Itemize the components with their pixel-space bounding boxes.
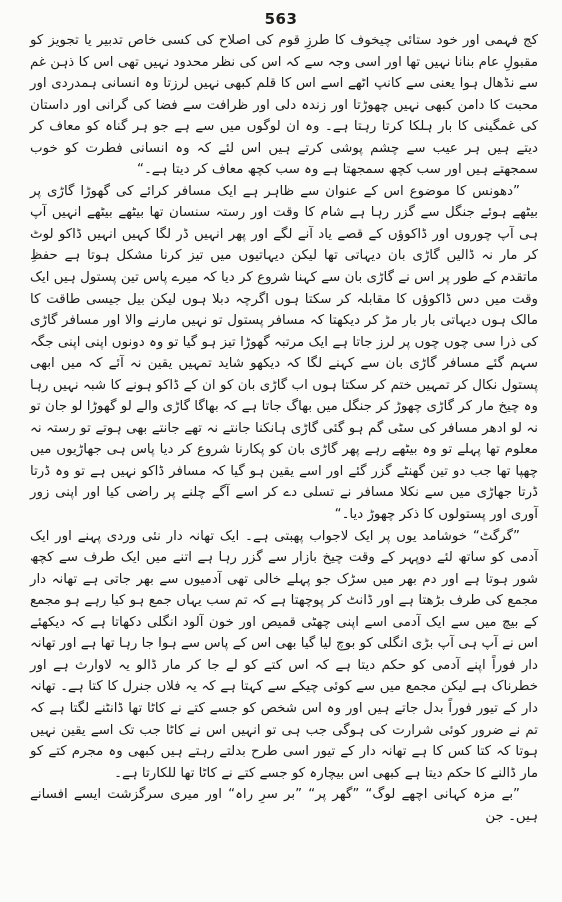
paragraph-girgit-summary: ”گرگٹ“ خوشامد یوں پر ایک لاجواب پھبتی ہے۔ ایک تھانہ دار نئی وردی پہنے اور ایک آدمی کو ساتھ لئے دوپہر کے وقت چیخ بازار سے گزر رہا ہے اتنے میں ایک طرف سے کچھ شور ہوتا ہے اور دم بھر میں سڑک جو پہلے خالی تھی آدمیوں سے بھر جاتی ہے تھانہ دار مجمع کی طرف بڑھتا ہے اور ڈانٹ کر پوچھتا ہے کہ تم سب یہاں جمع ہو کیا رہے ہو مجمع کے بیچ میں سے ایک آدمی اسے اپنی چھٹی قمیص اور خون آلود انگلی دکھاتا ہے کہ دیکھئے اس نے آپ ہی آپ بڑی انگلی کو بوچ لیا گیا بھی اس کے پاس سے ہوا جا رہا تھا ہے اور تھانہ دار فوراً اپنے آدمی کو حکم دیتا ہے کہ اس کتے کو لے جا کر مار ڈالو یہ لاوارث ہے اور خطرناک ہے لیکن مجمع میں سے کوئی چیکے سے کہتا ہے کہ یہ فلاں جنرل کا کتا ہے۔ تھانہ دار کے تیور فوراً بدل جاتے ہیں اور وہ اس شخص کو جسے کتے نے کاٹا تھا ڈانٹنے لگتا ہے کہ تم نے ضرور کوئی شرارت کی ہوگی جب ہی تو انہیں اس نے کاٹا جب تک اسے یقین نہیں ہوتا کہ کتا کس کا ہے تھانہ دار کے تیور اسی طرح بدلتے رہتے ہیں کبھی وہ مجرم کتے کو مار ڈالنے کا حکم دیتا ہے کبھی اس بیچارہ کو جسے کتے نے کاٹا تھا للکارتا ہے۔ [30,528,538,781]
paragraph-story-titles: ”بے مزہ کہانی اچھے لوگ“ ”گھر پر“ ”بر سرِ راہ“ اور میری سرگزشت ایسے افسانے ہیں۔ جن [30,787,538,824]
page-number: 563 [264,10,298,28]
paragraph-dhoons-summary: ”دھونس کا موضوع اس کے عنوان سے ظاہر ہے ایک مسافر کرائے کی گھوڑا گاڑی پر بیٹھے ہوئے جنگل سے گزر رہا ہے شام کا وقت اور رستہ سنسان تھا بیٹھے بیٹھے انہیں آپ ہی آپ چوروں اور ڈاکوؤں کے قصے یاد آنے لگے اور پھر انہیں ڈر لگا کہیں انہیں ڈاکو لوٹ کر مار نہ ڈالیں گاڑی بان دیہاتی تھا لیکن دیہاتیوں میں تیز کرنا مشکل ہوتا ہے حفظِ ماتقدم کے طور پر اس نے گاڑی بان سے کہنا شروع کر دیا کہ میرے پاس تین پستول ہیں ایک وقت میں دس ڈاکوؤں کا مقابلہ کر سکتا ہوں اگرچہ دبلا ہوں لیکن بیل جیسی طاقت کا مالک ہوں دیہاتی بار بار مڑ کر دیکھتا کہ مسافر پستول تو نہیں مارنے والا اور مسافر گاڑی کی ذرا سی چوں چوں پر لرز جاتا ہے ایک مرتبہ گھوڑا تیز ہو گیا تو وہ دونوں اپنی اپنی جگہ سہم گئے مسافر گاڑی بان سے کہنے لگا کہ دیکھو شاید تمہیں یقین نہ آئے کہ میں ابھی پستول نکال کر تمہیں ختم کر سکتا ہوں اب گاڑی بان کو ان کے ڈاکو ہونے کا شبہ نہیں رہا وہ چیخ مار کر گاڑی چھوڑ کر جنگل میں بھاگ جاتا ہے کہ بھاگا گاڑی والے لو گھوڑا لو جان تو نہ لو ادھر مسافر کی سٹی گم ہو گئی گاڑی ہانکنا جانتے نہ تھے جانتے بھی ہوتے تو رستہ نہ معلوم تھا پہلے تو وہ بیٹھے رہے پھر گاڑی بان کو پکارنا شروع کر دیا پاس ہی جھاڑیوں میں چھپا تھا جب دو تین گھنٹے گزر گئے اور اسے یقین ہو گیا کہ مسافر ڈاکو نہیں ہے تو وہ ڈرتا ڈرتا جھاڑی میں سے نکلا مسافر نے تسلی دے کر اسے آگے چلنے پر راضی کیا اور اپنی زور آوری اور پستولوں کا ذکر چھوڑ دیا۔“ [30,183,538,523]
page-body [30,30,538,827]
paragraph-chekhov-essay: کج فہمی اور خود ستائی چیخوف کا طرزِ قوم کی اصلاح کی کسی خاص تدبیر یا تجویز کو مقبولِ عام بنانا نہیں تھا اور اسی وجہ سے کہ اس کی نظر محدود نہیں تھی اس کا ذہن غم سے نڈھال ہوا یعنی سے کانپ اٹھے اسے اس کا قلم کبھی نہیں لرزتا وہ انسانی ہمدردی اور محبت کا دامن کبھی نہیں چھوڑتا اور زندہ دلی اور ظرافت سے فضا کی گرانی اور داستان کی غمگینی کا بار ہلکا کرتا رہتا ہے۔ وہ ان لوگوں میں سے ہے جو ہر گناہ کو معاف کر دیتے ہیں ہر عیب سے چشم پوشی کرتے ہیں اس لئے کہ وہ انسانی فطرت کو خوب سمجھتے ہیں اور سب کچھ سمجھتا ہے وہ سب کچھ معاف کر دیتا ہے۔“ [30,33,538,178]
